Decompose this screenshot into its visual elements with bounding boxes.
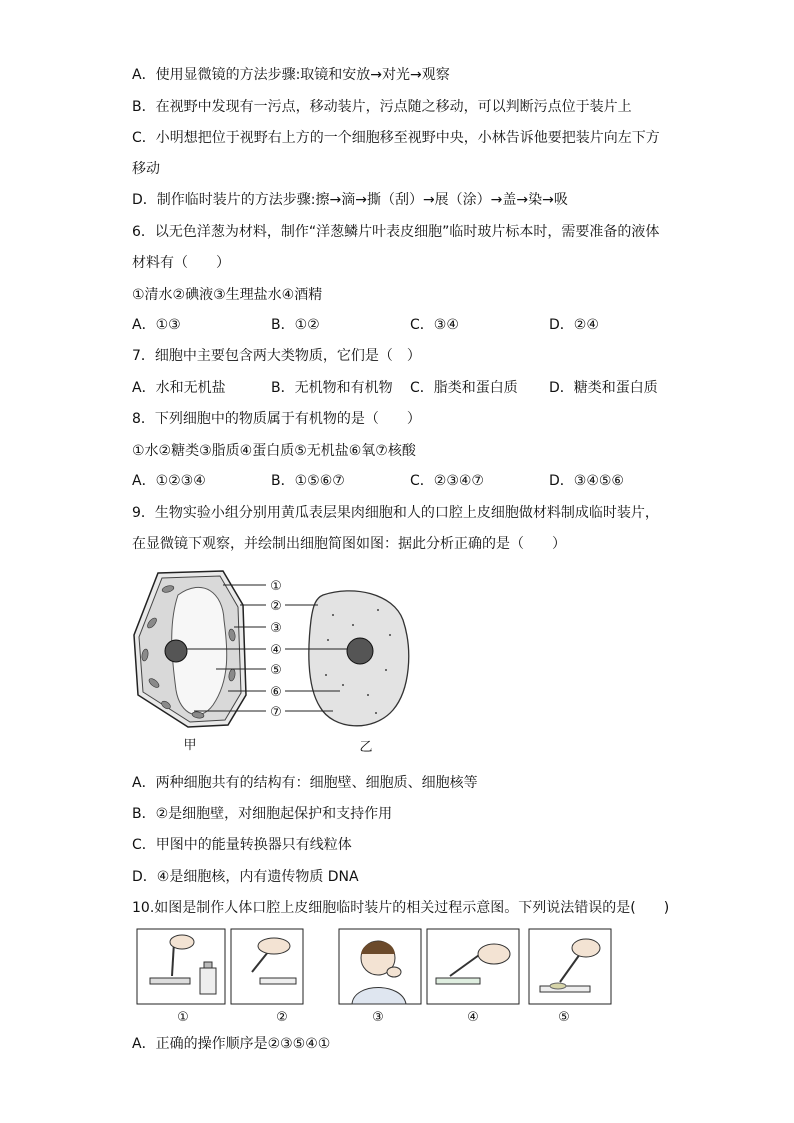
caption-yi: 乙 [359,740,373,755]
label-3: ③ [270,621,282,636]
q7-option-d: D．糖类和蛋白质 [549,380,658,396]
q7-option-a: A．水和无机盐 [132,380,226,396]
label-4: ④ [270,643,282,658]
q5-option-c-line1: C．小明想把位于视野右上方的一个细胞移至视野中央，小林告诉他要把装片向左下方 [132,130,660,146]
q9-option-a: A．两种细胞共有的结构有：细胞壁、细胞质、细胞核等 [132,775,478,791]
q6-option-a: A．①③ [132,317,181,333]
step-1-caption: ① [177,1010,189,1025]
q8-items: ①水②糖类③脂质④蛋白质⑤无机盐⑥氧⑦核酸 [132,443,416,459]
step-3-caption: ③ [372,1010,384,1025]
q5-option-a: A．使用显微镜的方法步骤:取镜和安放→对光→观察 [132,67,450,83]
q8-option-a: A．①②③④ [132,473,206,489]
label-6: ⑥ [270,685,282,700]
q7-option-c: C．脂类和蛋白质 [410,380,518,396]
q7-option-b: B．无机物和有机物 [271,380,393,396]
q6-option-c: C．③④ [410,317,459,333]
q5-option-c-line2: 移动 [132,161,160,177]
q9-option-b: B．②是细胞壁，对细胞起保护和支持作用 [132,806,393,822]
plant-nucleus [165,640,187,662]
q6-items: ①清水②碘液③生理盐水④酒精 [132,287,323,303]
step-2-caption: ② [276,1010,288,1025]
q7-stem: 7．细胞中主要包含两大类物质，它们是（ ） [132,348,421,364]
q8-option-b: B．①⑤⑥⑦ [271,473,345,489]
q6-stem-line1: 6．以无色洋葱为材料，制作“洋葱鳞片叶表皮细胞”临时玻片标本时，需要准备的液体 [132,224,660,240]
q8-option-c: C．②③④⑦ [410,473,484,489]
q6-option-b: B．①② [271,317,320,333]
label-5: ⑤ [270,663,282,678]
q8-option-d: D．③④⑤⑥ [549,473,624,489]
q9-stem-line1: 9．生物实验小组分别用黄瓜表层果肉细胞和人的口腔上皮细胞做材料制成临时装片， [132,505,659,521]
caption-jia: 甲 [183,738,197,753]
q5-option-d: D．制作临时装片的方法步骤:擦→滴→撕（刮）→展（涂）→盖→染→吸 [132,192,568,208]
label-7: ⑦ [270,705,282,720]
procedure-images [136,928,616,1008]
label-2: ② [270,599,282,614]
q9-stem-line2: 在显微镜下观察，并绘制出细胞简图如图：据此分析正确的是（ ） [132,536,566,552]
animal-nucleus [347,638,373,664]
q8-stem: 8．下列细胞中的物质属于有机物的是（ ） [132,411,421,427]
step-4-caption: ④ [467,1010,479,1025]
step-2-image [231,929,303,1004]
q6-stem-line2: 材料有（ ） [132,255,230,271]
step-1-image [137,929,225,1004]
q9-option-c: C．甲图中的能量转换器只有线粒体 [132,837,352,853]
q9-option-d: D．④是细胞核，内有遗传物质 DNA [132,869,359,885]
label-1: ① [270,579,282,594]
q5-option-b: B．在视野中发现有一污点，移动装片，污点随之移动，可以判断污点位于装片上 [132,99,632,115]
q10-stem: 10.如图是制作人体口腔上皮细胞临时装片的相关过程示意图。下列说法错误的是( ) [132,900,670,916]
step-4-image [427,929,519,1004]
step-5-caption: ⑤ [558,1010,570,1025]
step-3-image [339,929,421,1004]
step-5-image [529,929,611,1004]
q10-option-a: A．正确的操作顺序是②③⑤④① [132,1036,331,1052]
cell-diagram [128,565,418,750]
q6-option-d: D．②④ [549,317,599,333]
